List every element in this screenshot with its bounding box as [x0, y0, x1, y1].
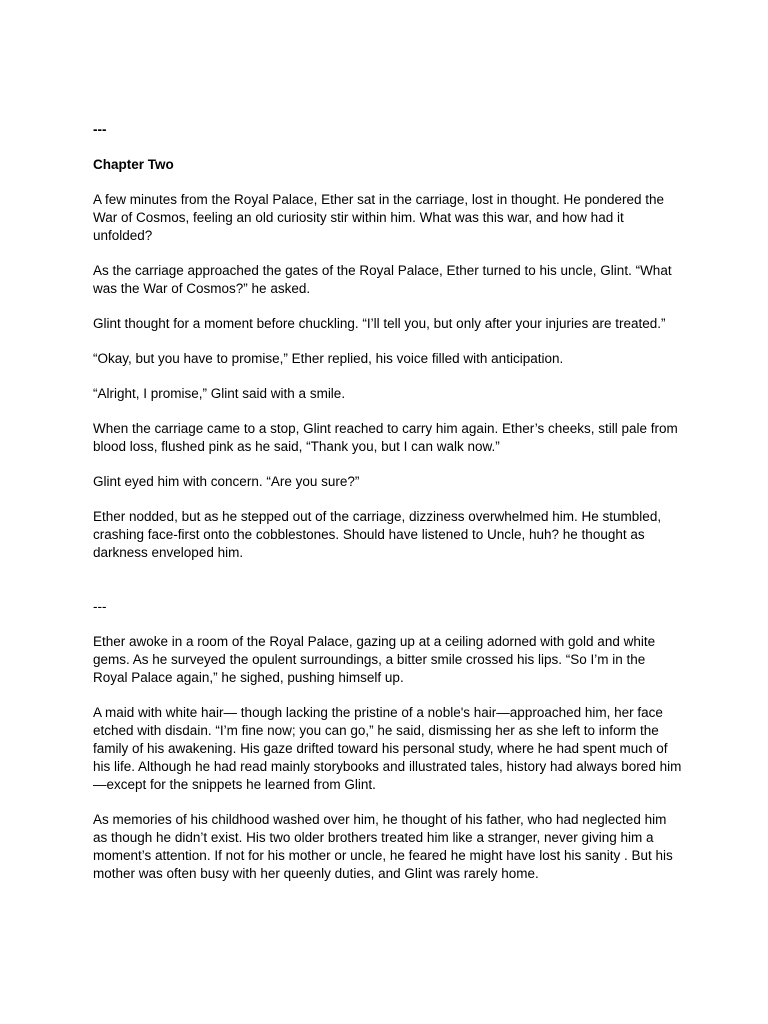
- paragraph: Glint thought for a moment before chuckling. “I’ll tell you, but only after your injuries are treated.”: [93, 316, 666, 331]
- paragraph: As the carriage approached the gates of the Royal Palace, Ether turned to his uncle, Glint. “What was the War of Cosmos?” he asked.: [93, 263, 672, 296]
- paragraph: “Okay, but you have to promise,” Ether replied, his voice filled with anticipation.: [93, 351, 564, 366]
- paragraph: Ether nodded, but as he stepped out of the carriage, dizziness overwhelmed him. He stumbled, crashing face-first onto the cobblestones. Should have listened to Uncle, huh? he thought as darkness enveloped him.: [93, 509, 662, 560]
- paragraph: A few minutes from the Royal Palace, Ether sat in the carriage, lost in thought. He pondered the War of Cosmos, feeling an old curiosity stir within him. What was this war, and how had it unfolded?: [93, 192, 665, 243]
- paragraph: Glint eyed him with concern. “Are you sure?”: [93, 474, 360, 489]
- paragraph: As memories of his childhood washed over him, he thought of his father, who had neglected him as though he didn’t exist. His two older brothers treated him like a stranger, never giving him a moment’s attention. If not for his mother or uncle, he feared he might have lost his sanity . But his mother was often busy with her queenly duties, and Glint was rarely home.: [93, 812, 673, 881]
- document-page: [93, 121, 683, 900]
- paragraph: “Alright, I promise,” Glint said with a smile.: [93, 386, 346, 401]
- paragraph: When the carriage came to a stop, Glint reached to carry him again. Ether’s cheeks, still pale from blood loss, flushed pink as he said, “Thank you, but I can walk now.”: [93, 421, 678, 454]
- chapter-title: Chapter Two: [93, 157, 174, 172]
- paragraph: A maid with white hair— though lacking the pristine of a noble's hair—approached him, her face etched with disdain. “I’m fine now; you can go,” he said, dismissing her as she left to inform the family of his awakening. His gaze drifted toward his personal study, where he had spent much of his life. Although he had read mainly storybooks and illustrated tales, history had always bored him—except for the snippets he learned from Glint.: [93, 705, 682, 792]
- paragraph: Ether awoke in a room of the Royal Palace, gazing up at a ceiling adorned with gold and white gems. As he surveyed the opulent surroundings, a bitter smile crossed his lips. “So I’m in the Royal Palace again,” he sighed, pushing himself up.: [93, 634, 656, 685]
- section-separator-middle: ---: [93, 599, 107, 614]
- section-separator-top: ---: [93, 122, 107, 137]
